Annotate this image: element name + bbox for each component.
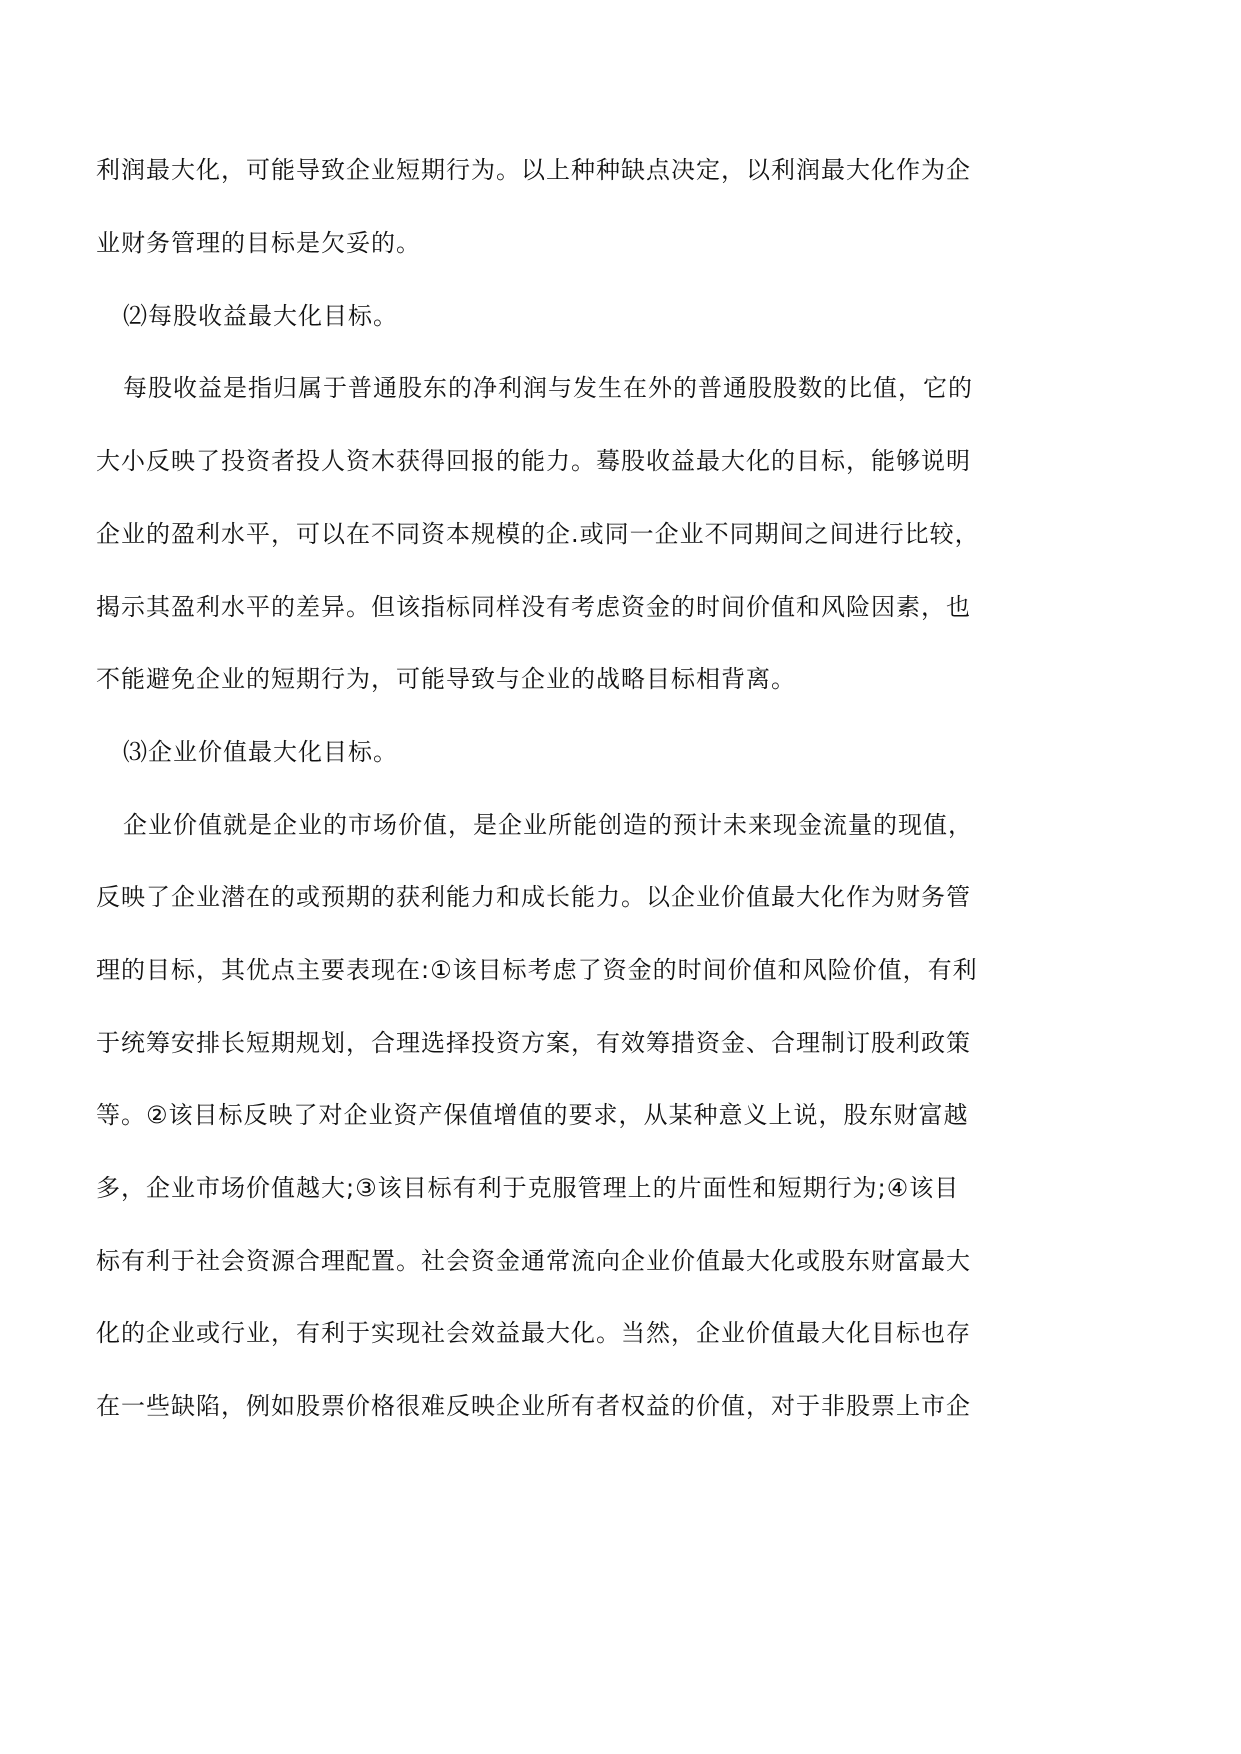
section-heading: ⑵每股收益最大化目标。 xyxy=(123,302,398,330)
text-line: 化的企业或行业，有利于实现社会效益最大化。当然，企业价值最大化目标也存 xyxy=(96,1319,971,1347)
text-line: 业财务管理的目标是欠妥的。 xyxy=(96,229,421,257)
text-line: 大小反映了投资者投人资木获得回报的能力。蓦股收益最大化的目标，能够说明 xyxy=(96,447,971,475)
text-line: 利润最大化，可能导致企业短期行为。以上种种缺点决定，以利润最大化作为企 xyxy=(96,156,971,184)
text-line: 于统筹安排长短期规划，合理选择投资方案，有效筹措资金、合理制订股利政策 xyxy=(96,1029,971,1057)
section-heading: ⑶企业价值最大化目标。 xyxy=(123,738,398,766)
text-line: 在一些缺陷，例如股票价格很难反映企业所有者权益的价值，对于非股票上市企 xyxy=(96,1392,971,1420)
text-line: 企业价值就是企业的市场价值，是企业所能创造的预计未来现金流量的现值， xyxy=(123,811,973,839)
text-line: 理的目标，其优点主要表现在:①该目标考虑了资金的时间价值和风险价值，有利 xyxy=(96,956,978,984)
text-line: 标有利于社会资源合理配置。社会资金通常流向企业价值最大化或股东财富最大 xyxy=(96,1247,971,1275)
text-line: 不能避免企业的短期行为，可能导致与企业的战略目标相背离。 xyxy=(96,665,796,693)
text-line: 反映了企业潜在的或预期的获利能力和成长能力。以企业价值最大化作为财务管 xyxy=(96,883,971,911)
text-line: 揭示其盈利水平的差异。但该指标同样没有考虑资金的时间价值和风险因素，也 xyxy=(96,593,971,621)
text-line: 企业的盈利水平，可以在不同资本规模的企.或同一企业不同期间之间进行比较， xyxy=(96,520,980,548)
text-line: 等。②该目标反映了对企业资产保值增值的要求，从某种意义上说，股东财富越 xyxy=(96,1101,969,1129)
text-line: 每股收益是指归属于普通股东的净利润与发生在外的普通股股数的比值，它的 xyxy=(123,374,973,402)
text-line: 多，企业市场价值越大;③该目标有利于克服管理上的片面性和短期行为;④该目 xyxy=(96,1174,960,1202)
